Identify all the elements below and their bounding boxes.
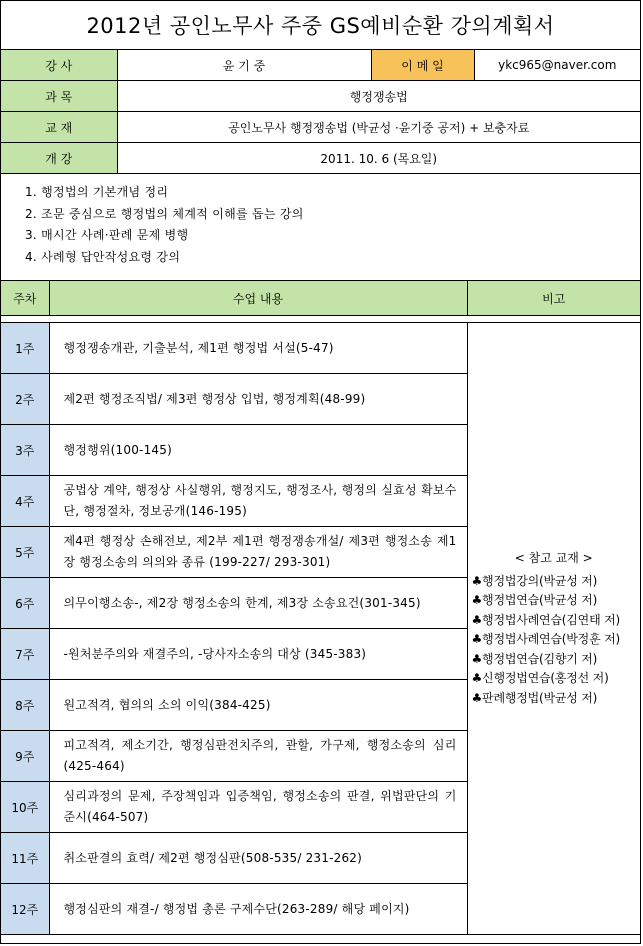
week-cell: 3주 bbox=[1, 425, 49, 476]
goal-item: 3. 매시간 사례·판례 문제 병행 bbox=[25, 228, 189, 242]
reference-book: ♣판례행정법(박균성 저) bbox=[471, 690, 598, 705]
instructor-value: 윤 기 중 bbox=[117, 50, 371, 81]
week-cell: 4주 bbox=[1, 476, 49, 527]
schedule-table bbox=[1, 281, 640, 935]
reference-book: ♣행정법강의(박균성 저) bbox=[471, 573, 598, 588]
content-cell: 행정심판의 재결-/ 행정법 총론 구제수단(263-289/ 해당 페이지) bbox=[49, 884, 467, 935]
content-cell: 행정쟁송개관, 기출분석, 제1편 행정법 서설(5-47) bbox=[49, 323, 467, 374]
reference-book: ♣행정법사례연습(김연태 저) bbox=[471, 612, 620, 627]
col-content-header: 수업 내용 bbox=[49, 281, 467, 316]
week-cell: 5주 bbox=[1, 527, 49, 578]
content-cell: -원처분주의와 재결주의, -당사자소송의 대상 (345-383) bbox=[49, 629, 467, 680]
reference-books-cell bbox=[467, 323, 640, 935]
reference-book: ♣행정법연습(김향기 저) bbox=[471, 651, 598, 666]
week-cell: 6주 bbox=[1, 578, 49, 629]
week-cell: 12주 bbox=[1, 884, 49, 935]
reference-book: ♣신행정법연습(홍정선 저) bbox=[471, 671, 609, 686]
subject-label: 과 목 bbox=[1, 81, 117, 112]
subject-value: 행정쟁송법 bbox=[117, 81, 640, 112]
week-cell: 1주 bbox=[1, 323, 49, 374]
content-cell: 행정행위(100-145) bbox=[49, 425, 467, 476]
course-info-table bbox=[1, 50, 640, 174]
reference-book: ♣행정법사례연습(박정훈 저) bbox=[471, 632, 620, 647]
content-cell: 심리과정의 문제, 주장책임과 입증책임, 행정소송의 판결, 위법판단의 기준시(464-507) bbox=[49, 782, 467, 833]
reference-book: ♣행정법연습(박균성 저) bbox=[471, 593, 598, 608]
content-cell: 취소판결의 효력/ 제2편 행정심판(508-535/ 231-262) bbox=[49, 833, 467, 884]
week-cell: 7주 bbox=[1, 629, 49, 680]
page-title: 2012년 공인노무사 주중 GS예비순환 강의계획서 bbox=[1, 1, 640, 50]
course-goals bbox=[1, 174, 640, 281]
week-cell: 10주 bbox=[1, 782, 49, 833]
content-cell: 공법상 계약, 행정상 사실행위, 행정지도, 행정조사, 행정의 실효성 확보수단, 행정절차, 정보공개(146-195) bbox=[49, 476, 467, 527]
col-note-header: 비고 bbox=[467, 281, 640, 316]
start-value: 2011. 10. 6 (목요일) bbox=[117, 143, 640, 174]
col-week-header: 주차 bbox=[1, 281, 49, 316]
reference-books-title: < 참고 교재 > bbox=[514, 550, 593, 565]
content-cell: 원고적격, 협의의 소의 이익(384-425) bbox=[49, 680, 467, 731]
start-label: 개 강 bbox=[1, 143, 117, 174]
content-cell: 피고적격, 제소기간, 행정심판전치주의, 관할, 가구제, 행정소송의 심리(425-464) bbox=[49, 731, 467, 782]
table-row bbox=[1, 323, 640, 374]
content-cell: 의무이행소송-, 제2장 행정소송의 한계, 제3장 소송요건(301-345) bbox=[49, 578, 467, 629]
week-cell: 2주 bbox=[1, 374, 49, 425]
goal-item: 2. 조문 중심으로 행정법의 체계적 이해를 돕는 강의 bbox=[25, 206, 304, 221]
textbook-value: 공인노무사 행정쟁송법 (박균성 ·윤기중 공저) + 보충자료 bbox=[117, 112, 640, 143]
week-cell: 9주 bbox=[1, 731, 49, 782]
goal-item: 4. 사례형 답안작성요령 강의 bbox=[25, 249, 181, 264]
content-cell: 제4편 행정상 손해전보, 제2부 제1편 행정쟁송개설/ 제3편 행정소송 제1장 행정소송의 의의와 종류 (199-227/ 293-301) bbox=[49, 527, 467, 578]
instructor-label: 강 사 bbox=[1, 50, 117, 81]
email-value: ykc965@naver.com bbox=[474, 50, 640, 81]
week-cell: 8주 bbox=[1, 680, 49, 731]
week-cell: 11주 bbox=[1, 833, 49, 884]
email-label: 이 메 일 bbox=[371, 50, 474, 81]
content-cell: 제2편 행정조직법/ 제3편 행정상 입법, 행정계획(48-99) bbox=[49, 374, 467, 425]
textbook-label: 교 재 bbox=[1, 112, 117, 143]
goal-item: 1. 행정법의 기본개념 정리 bbox=[25, 185, 169, 199]
